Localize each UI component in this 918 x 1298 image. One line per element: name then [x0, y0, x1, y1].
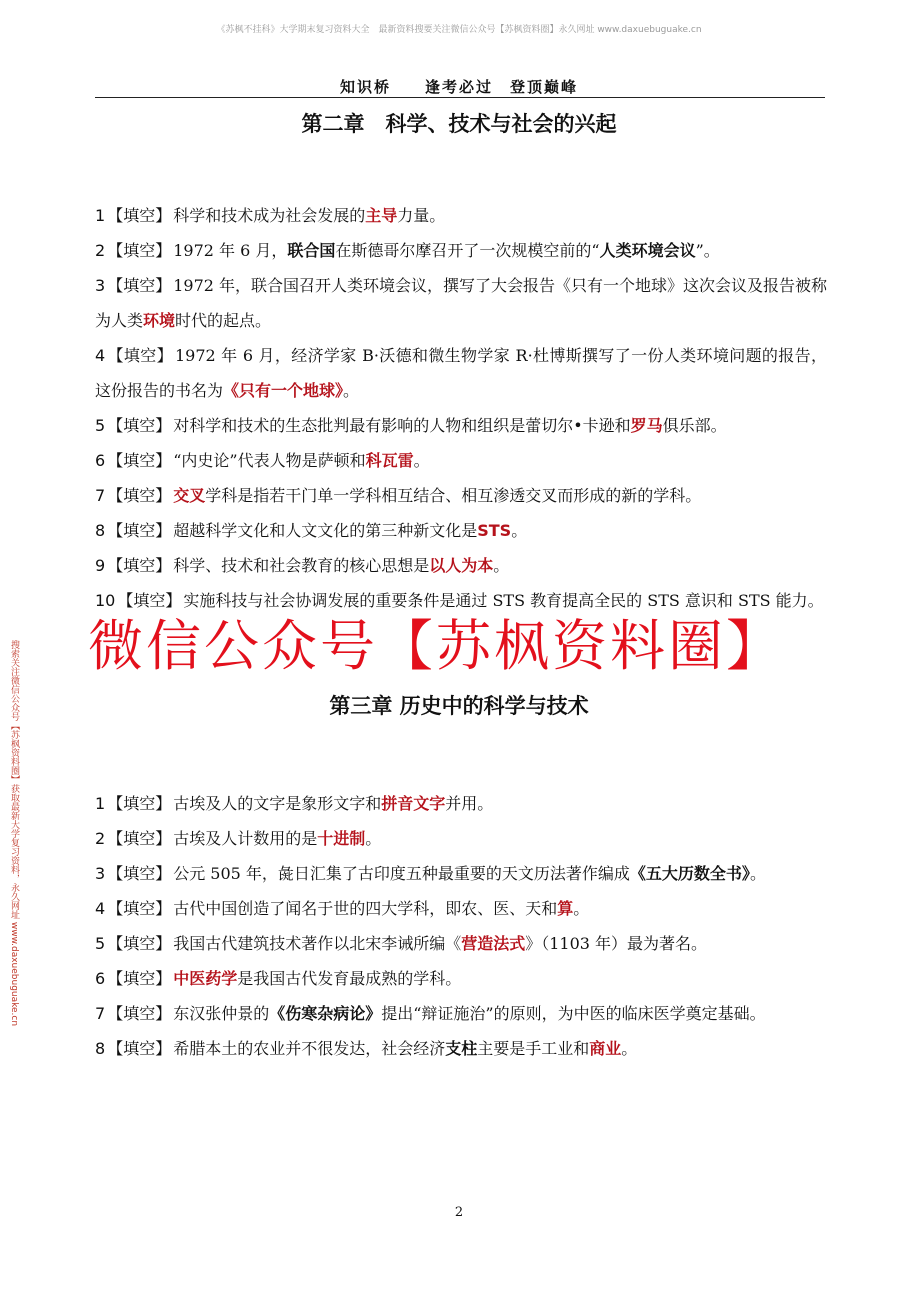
question-text: 对科学和技术的生态批判最有影响的人物和组织是蕾切尔•卡逊和: [173, 416, 631, 435]
question-item: [95, 961, 827, 996]
chapter-title: 第二章 科学、技术与社会的兴起: [301, 112, 617, 136]
question-tag: 【填空】: [107, 899, 172, 918]
question-text: 超越科学文化和人文文化的第三种新文化是: [173, 521, 478, 540]
question-number: 4: [95, 346, 106, 365]
answer-text: 科瓦雷: [365, 451, 414, 470]
question-text: 学科是指若干门单一学科相互结合、相互渗透交叉而形成的新的学科。: [205, 486, 702, 505]
watermark-text: 微信公众号【苏枫资料圈】: [88, 614, 785, 678]
question-tag: 【填空】: [107, 969, 172, 988]
question-text: 实施科技与社会协调发展的重要条件是通过 STS 教育提高全民的 STS 意识和 STS 能力。: [183, 591, 824, 610]
question-item: [95, 268, 827, 338]
page-number: 2: [454, 1205, 464, 1220]
question-text: 。: [365, 829, 382, 848]
question-text: 。: [511, 521, 528, 540]
question-item: [95, 583, 827, 618]
question-number: 1: [95, 794, 106, 813]
question-text: 》（1103 年）最为著名。: [525, 934, 708, 953]
question-number: 8: [95, 521, 106, 540]
question-text: 在斯德哥尔摩召开了一次规模空前的“: [335, 241, 600, 260]
header-slogan: 知识桥 逢考必过 登顶巅峰: [339, 78, 578, 96]
question-text: ”。: [695, 241, 720, 260]
question-text: 科学和技术成为社会发展的: [173, 206, 366, 225]
question-item: [95, 198, 827, 233]
question-text: 1972 年 6 月，经济学家 B·沃德和微生物学家 R·杜博斯撰写了一份人类环境问题的报告，这份报告的书名为: [95, 346, 827, 400]
question-text: 是我国古代发育最成熟的学科。: [237, 969, 462, 988]
question-item: [95, 443, 827, 478]
answer-text: 拼音文字: [381, 794, 446, 813]
question-number: 3: [95, 864, 106, 883]
question-tag: 【填空】: [107, 416, 172, 435]
chapter-item-list: [95, 198, 827, 618]
question-item: [95, 548, 827, 583]
question-tag: 【填空】: [107, 206, 172, 225]
question-number: 5: [95, 416, 106, 435]
question-text: “内史论”代表人物是萨顿和: [173, 451, 366, 470]
question-text: 科学、技术和社会教育的核心思想是: [173, 556, 430, 575]
question-item: [95, 856, 827, 891]
question-text: 。: [493, 556, 510, 575]
question-text: 并用。: [445, 794, 494, 813]
question-item: [95, 1031, 827, 1066]
answer-text: 罗马: [630, 416, 663, 435]
question-text: 时代的起点。: [175, 311, 272, 330]
question-text: 。: [749, 864, 766, 883]
question-number: 1: [95, 206, 106, 225]
question-item: [95, 338, 827, 408]
question-item: [95, 821, 827, 856]
answer-text: 交叉: [173, 486, 206, 505]
question-number: 2: [95, 829, 106, 848]
answer-text: 算: [557, 899, 574, 918]
question-text: 公元 505 年，彘日汇集了古印度五种最重要的天文历法著作编成: [173, 864, 630, 883]
question-number: 8: [95, 1039, 106, 1058]
answer-text: 主导: [365, 206, 398, 225]
answer-text: 以人为本: [429, 556, 494, 575]
question-text: 提出“辩证施治”的原则，为中医的临床医学奠定基础。: [381, 1004, 766, 1023]
answer-text: STS: [477, 521, 512, 540]
question-tag: 【填空】: [117, 591, 182, 610]
emphasis-text: 人类环境会议: [599, 241, 696, 260]
question-text: 古埃及人的文字是象形文字和: [173, 794, 382, 813]
question-text: 古代中国创造了闻名于世的四大学科，即农、医、天和: [173, 899, 558, 918]
chapter-title: 第三章 历史中的科学与技术: [329, 694, 589, 718]
question-text: 。: [413, 451, 430, 470]
question-text: 古埃及人计数用的是: [173, 829, 318, 848]
question-item: [95, 233, 827, 268]
question-text: 。: [343, 381, 360, 400]
question-number: 2: [95, 241, 106, 260]
emphasis-text: 联合国: [287, 241, 336, 260]
question-number: 7: [95, 486, 106, 505]
question-number: 6: [95, 451, 106, 470]
chapter-item-list: [95, 786, 827, 1066]
question-item: [95, 926, 827, 961]
header-rule: [95, 97, 825, 98]
question-item: [95, 891, 827, 926]
question-item: [95, 478, 827, 513]
question-tag: 【填空】: [107, 276, 172, 295]
question-number: 7: [95, 1004, 106, 1023]
question-tag: 【填空】: [107, 241, 172, 260]
question-item: [95, 786, 827, 821]
question-tag: 【填空】: [107, 1004, 172, 1023]
question-tag: 【填空】: [107, 346, 173, 365]
question-item: [95, 408, 827, 443]
question-number: 3: [95, 276, 106, 295]
question-number: 10: [95, 591, 116, 610]
question-item: [95, 513, 827, 548]
answer-text: 营造法式: [461, 934, 526, 953]
side-note: 搜索关注微信公众号【苏枫资料圈】获取最新大学复习资料，永久网址 www.daxuebuguake.cn: [9, 640, 19, 1027]
question-number: 6: [95, 969, 106, 988]
question-text: 俱乐部。: [662, 416, 727, 435]
question-tag: 【填空】: [107, 864, 172, 883]
question-tag: 【填空】: [107, 794, 172, 813]
question-tag: 【填空】: [107, 521, 172, 540]
question-text: 1972 年，联合国召开人类环境会议，撰写了大会报告《只有一个地球》这次会议及报告被称为人类: [95, 276, 828, 330]
question-text: 我国古代建筑技术著作以北宋李诫所编《: [173, 934, 462, 953]
emphasis-text: 《伤寒杂病论》: [269, 1004, 382, 1023]
question-text: 主要是手工业和: [477, 1039, 590, 1058]
question-tag: 【填空】: [107, 934, 172, 953]
answer-text: 十进制: [317, 829, 366, 848]
emphasis-text: 《五大历数全书》: [629, 864, 750, 883]
question-text: 力量。: [397, 206, 446, 225]
question-tag: 【填空】: [107, 829, 172, 848]
question-tag: 【填空】: [107, 556, 172, 575]
top-note: 《苏枫不挂科》大学期末复习资料大全 最新资料搜要关注微信公众号【苏枫资料圈】永久网址 www.daxuebuguake.cn: [216, 25, 702, 35]
answer-text: 环境: [143, 311, 176, 330]
question-tag: 【填空】: [107, 486, 172, 505]
emphasis-text: 支柱: [445, 1039, 478, 1058]
answer-text: 商业: [589, 1039, 622, 1058]
question-text: 东汉张仲景的: [173, 1004, 270, 1023]
question-number: 4: [95, 899, 106, 918]
question-text: 1972 年 6 月，: [173, 241, 288, 260]
question-item: [95, 996, 827, 1031]
question-tag: 【填空】: [107, 1039, 172, 1058]
question-tag: 【填空】: [107, 451, 172, 470]
answer-text: 《只有一个地球》: [223, 381, 344, 400]
question-text: 。: [573, 899, 590, 918]
question-text: 。: [621, 1039, 638, 1058]
question-number: 9: [95, 556, 106, 575]
question-text: 希腊本土的农业并不很发达，社会经济: [173, 1039, 446, 1058]
answer-text: 中医药学: [173, 969, 238, 988]
question-number: 5: [95, 934, 106, 953]
